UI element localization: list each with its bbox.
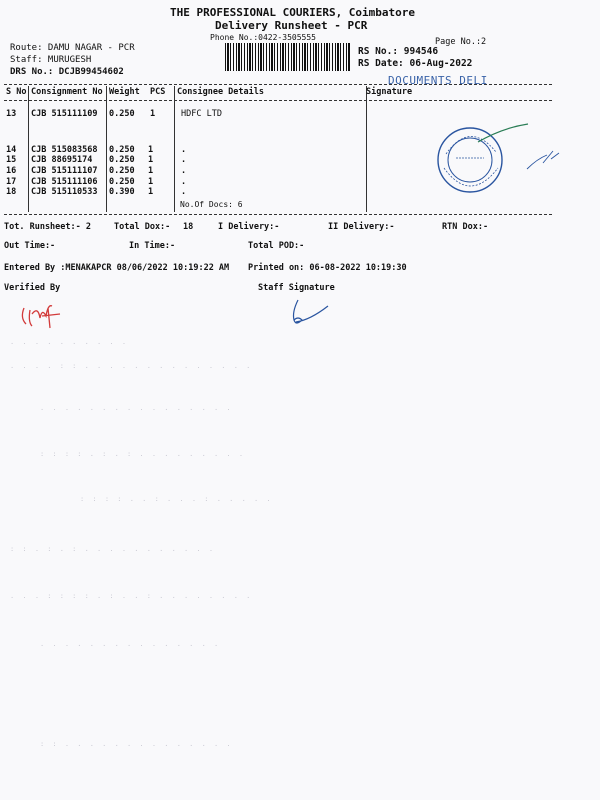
table-header-rule (4, 100, 552, 101)
company-title: THE PROFESSIONAL COURIERS, Coimbatore (170, 6, 416, 19)
row-consignment: CJB 515111107 (31, 166, 98, 176)
in-time: In Time:- (129, 241, 176, 251)
row-consignment: CJB 515110533 (31, 187, 98, 197)
bleed-through-mark: : : . : . : . . . . . . . . . . . (10, 545, 216, 553)
row-consignment: CJB 515111106 (31, 177, 98, 187)
second-delivery: II Delivery:- (328, 222, 395, 232)
rs-number: RS No.: 994546 (358, 46, 439, 57)
staff-signature (288, 298, 334, 328)
bleed-through-mark: . . . . . . . . . . (10, 338, 129, 346)
bleed-through-mark: . . . . . . . . . . . . . . . . (40, 404, 233, 412)
row-consignee: . (181, 155, 187, 165)
row-pcs: 1 (148, 155, 154, 165)
row-weight: 0.250 (109, 145, 135, 155)
row-consignment: CJB 88695174 (31, 155, 93, 165)
col-header-weight: Weight (109, 87, 140, 97)
bleed-through-mark: : : : : . : . : . . . . . . . . . (40, 450, 246, 458)
column-divider (174, 86, 175, 212)
row-consignee: . (181, 145, 187, 155)
barcode (225, 43, 351, 71)
row-consignment: CJB 515111109 (31, 109, 98, 119)
total-dox-label: Total Dox:- (114, 222, 171, 232)
col-header-consignee: Consignee Details (177, 87, 264, 97)
printed-on: Printed on: 06-08-2022 10:19:30 (248, 263, 407, 273)
route: Route: DAMU NAGAR - PCR (10, 43, 135, 53)
out-time: Out Time:- (4, 241, 56, 251)
bleed-through-mark: : : : : . . : . . . : . . . . . (80, 495, 273, 503)
pen-mark (525, 145, 565, 175)
row-consignment: CJB 515083568 (31, 145, 98, 155)
row-consignee: . (181, 187, 187, 197)
row-sno: 18 (6, 187, 17, 197)
row-pcs: 1 (148, 177, 154, 187)
column-divider (106, 86, 107, 212)
row-weight: 0.250 (109, 155, 135, 165)
staff-name: Staff: MURUGESH (10, 55, 92, 65)
col-header-signature: Signature (366, 87, 413, 97)
column-divider (366, 86, 367, 212)
drs-number: DRS No.: DCJB99454602 (10, 67, 124, 77)
row-weight: 0.250 (109, 166, 135, 176)
bleed-through-mark: . . . . : : . . . . . . . . . . . . . . (10, 362, 253, 370)
row-pcs: 1 (148, 166, 154, 176)
return-dox: RTN Dox:- (442, 222, 489, 232)
rs-date: RS Date: 06-Aug-2022 (358, 58, 473, 69)
phone-number: Phone No.:0422-3505555 (210, 33, 316, 42)
row-sno: 13 (6, 109, 17, 119)
total-dox-value: 18 (183, 222, 194, 232)
table-bottom-rule (4, 214, 552, 215)
row-sno: 15 (6, 155, 17, 165)
col-header-consignment: Consignment No (31, 87, 103, 97)
entered-by: Entered By :MENAKAPCR 08/06/2022 10:19:22 AM (4, 263, 230, 273)
company-seal (432, 124, 512, 196)
no-of-docs: No.Of Docs: 6 (180, 200, 243, 209)
staff-signature-label: Staff Signature (258, 283, 335, 293)
row-pcs: 1 (148, 187, 154, 197)
row-weight: 0.250 (109, 177, 135, 187)
row-pcs: 1 (150, 109, 156, 119)
bleed-through-mark: : : . . . . . . . . . . . . . . (40, 740, 233, 748)
col-header-pcs: PCS (150, 87, 166, 97)
page-number: Page No.:2 (435, 37, 487, 47)
verified-by-label: Verified By (4, 283, 61, 293)
row-consignee: HDFC LTD (181, 109, 222, 119)
col-header-sno: S No (6, 87, 27, 97)
row-consignee: . (181, 177, 187, 187)
documents-delivered-stamp: DOCUMENTS DELI (388, 74, 488, 87)
verifier-signature (18, 300, 68, 332)
row-sno: 14 (6, 145, 17, 155)
bleed-through-mark: . . . . . . . . . . . . . . . (40, 640, 221, 648)
document-subtitle: Delivery Runsheet - PCR (215, 19, 368, 32)
total-pod: Total POD:- (248, 241, 305, 251)
bleed-through-mark: . . . : : : : . : . . : . . . . . . . . (10, 592, 253, 600)
row-pcs: 1 (148, 145, 154, 155)
table-top-rule (4, 84, 552, 85)
total-runsheet: Tot. Runsheet:- 2 (4, 222, 91, 232)
row-sno: 17 (6, 177, 17, 187)
row-consignee: . (181, 166, 187, 176)
row-weight: 0.250 (109, 109, 135, 119)
row-sno: 16 (6, 166, 17, 176)
row-weight: 0.390 (109, 187, 135, 197)
first-delivery: I Delivery:- (218, 222, 280, 232)
column-divider (28, 86, 29, 212)
